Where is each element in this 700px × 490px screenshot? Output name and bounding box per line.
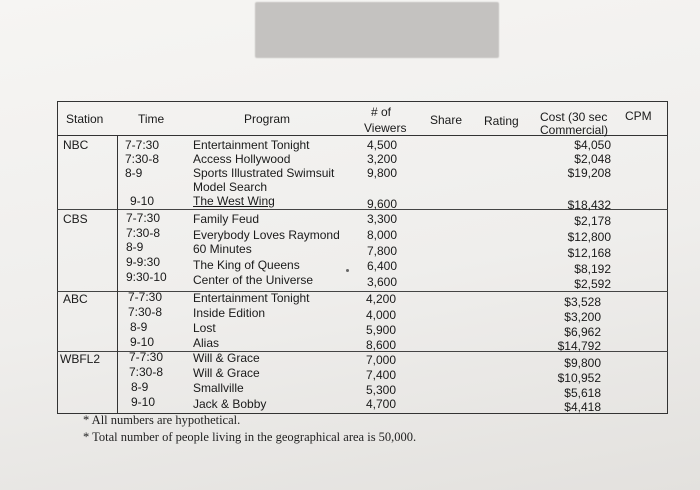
header-station: Station [66, 112, 104, 126]
row-program: Entertainment Tonight [193, 138, 310, 152]
row-program: Entertainment Tonight [193, 291, 310, 305]
row-program: Will & Grace [193, 351, 260, 365]
row-program-line2: Model Search [193, 180, 268, 194]
row-viewers: 4,200 [366, 292, 397, 306]
row-viewers: 9,800 [367, 166, 398, 180]
redacted-area [255, 2, 499, 58]
station-wbfl2: WBFL2 [60, 352, 101, 366]
footnote-hypothetical: * All numbers are hypothetical. [83, 413, 241, 427]
row-program: Alias [193, 336, 220, 350]
row-viewers: 8,000 [367, 228, 398, 242]
row-program: Sports Illustrated Swimsuit [193, 166, 335, 180]
row-cost: $9,800 [564, 356, 601, 370]
row-time: 7:30-8 [126, 226, 161, 240]
row-cost: $10,952 [557, 371, 601, 385]
row-program: The King of Queens [193, 258, 300, 272]
row-time: 7-7:30 [125, 138, 160, 152]
row-program: Inside Edition [193, 306, 266, 320]
row-time: 7-7:30 [128, 290, 163, 304]
station-nbc: NBC [63, 138, 89, 152]
row-viewers: 7,000 [366, 353, 397, 367]
header-cpm: CPM [625, 109, 652, 123]
header-cost-line1: Cost (30 sec [540, 110, 608, 124]
row-viewers: 3,200 [367, 152, 398, 166]
header-viewers-line1: # of [371, 105, 392, 119]
row-program: Center of the Universe [193, 273, 314, 287]
row-cost: $2,592 [574, 277, 611, 291]
station-abc: ABC [63, 292, 88, 306]
row-cost: $12,800 [567, 230, 611, 244]
row-viewers: 9,600 [367, 197, 398, 211]
header-time: Time [138, 112, 165, 126]
row-program: Lost [193, 321, 216, 335]
row-time: 7:30-8 [125, 152, 160, 166]
row-time: 7-7:30 [126, 211, 161, 225]
row-time: 7-7:30 [129, 350, 164, 364]
row-viewers: 6,400 [367, 259, 398, 273]
row-program: Everybody Loves Raymond [193, 228, 340, 242]
row-time: 9-10 [130, 335, 155, 349]
row-viewers: 3,600 [367, 275, 398, 289]
row-program: Jack & Bobby [193, 397, 267, 411]
row-cost: $6,962 [564, 325, 601, 339]
row-cost: $3,528 [564, 295, 601, 309]
row-program: Family Feud [193, 212, 260, 226]
row-viewers: 7,800 [367, 244, 398, 258]
row-time: 8-9 [130, 320, 148, 334]
row-cost: $19,208 [567, 166, 611, 180]
row-cost: $3,200 [564, 310, 601, 324]
row-cost: $4,050 [574, 138, 611, 152]
header-viewers-line2: Viewers [364, 121, 407, 135]
row-viewers: 7,400 [366, 368, 397, 382]
row-cost: $12,168 [567, 246, 611, 260]
row-viewers: 5,300 [366, 383, 397, 397]
row-time: 9-10 [131, 395, 156, 409]
row-viewers: 5,900 [366, 323, 397, 337]
row-viewers: 3,300 [367, 212, 398, 226]
row-viewers: 4,500 [367, 138, 398, 152]
station-cbs: CBS [63, 212, 88, 226]
row-cost: $18,432 [567, 198, 611, 212]
header-share: Share [430, 113, 463, 127]
row-time: 9:30-10 [126, 270, 167, 284]
row-time: 7:30-8 [129, 365, 164, 379]
row-time: 8-9 [131, 380, 149, 394]
column-divider [117, 135, 118, 414]
header-rating: Rating [484, 114, 519, 128]
row-program: Will & Grace [193, 366, 260, 380]
row-program: The West Wing [193, 194, 275, 208]
row-viewers: 8,600 [366, 338, 397, 352]
row-program: Smallville [193, 381, 244, 395]
row-time: 9-9:30 [126, 255, 161, 269]
row-time: 9-10 [130, 194, 155, 208]
row-cost: $8,192 [574, 262, 611, 276]
row-program: Access Hollywood [193, 152, 291, 166]
row-time: 8-9 [125, 166, 143, 180]
row-program: 60 Minutes [193, 242, 252, 256]
header-program: Program [244, 112, 291, 126]
row-cost: $14,792 [557, 339, 601, 353]
row-viewers: 4,000 [366, 308, 397, 322]
footnote-population: * Total number of people living in the geographical area is 50,000. [83, 430, 417, 444]
row-cost: $4,418 [564, 400, 601, 414]
row-time: 7:30-8 [128, 305, 163, 319]
row-cost: $2,048 [574, 152, 611, 166]
header-cost-line2: Commercial) [540, 123, 609, 137]
row-time: 8-9 [126, 240, 144, 254]
row-cost: $2,178 [574, 214, 611, 228]
stray-mark [346, 269, 349, 272]
row-viewers: 4,700 [366, 397, 397, 411]
row-cost: $5,618 [564, 386, 601, 400]
